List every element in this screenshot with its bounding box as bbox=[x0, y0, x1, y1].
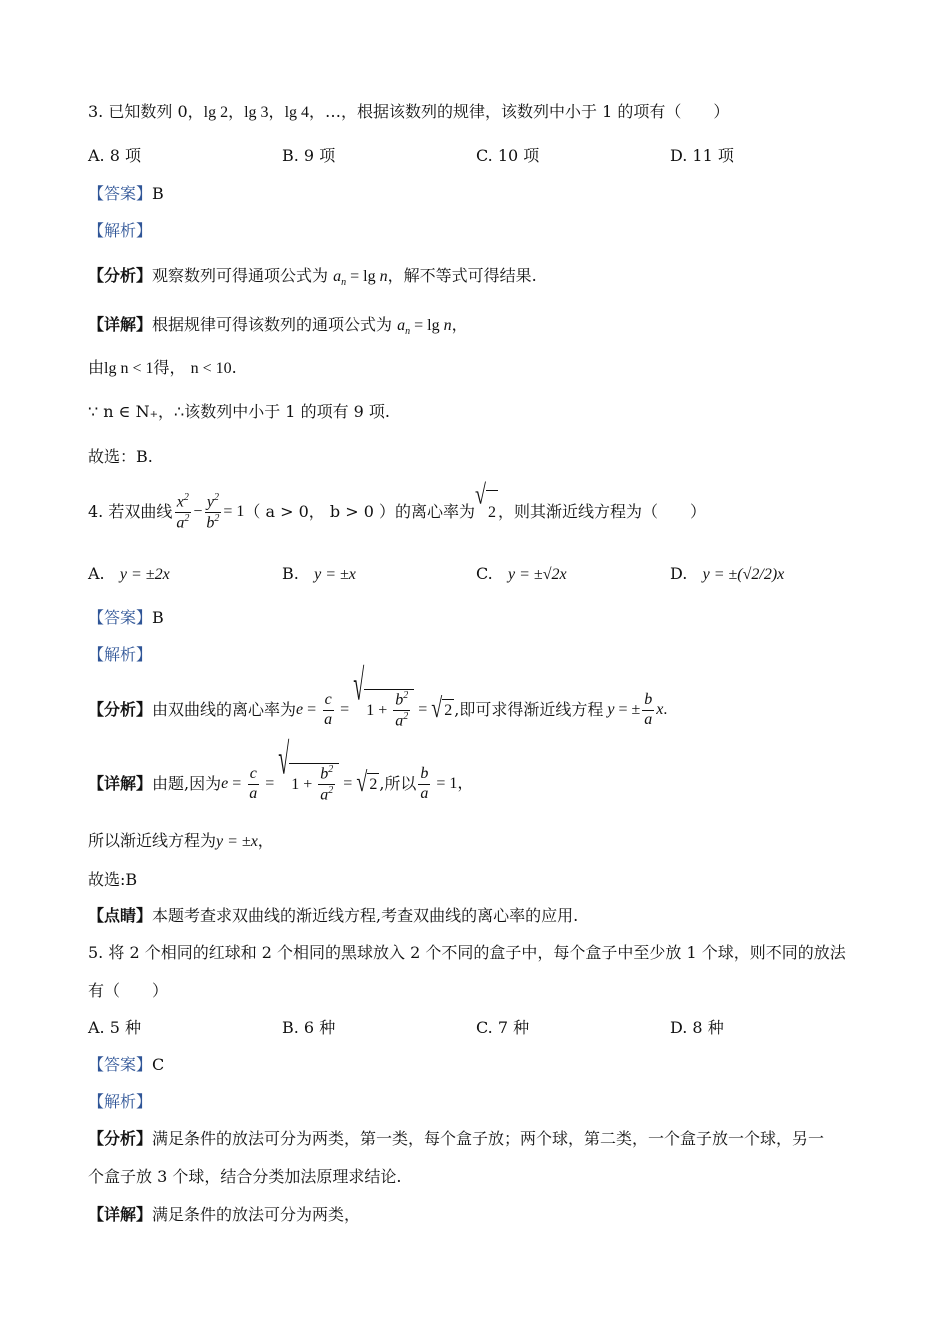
q3-analysis-tag: 【解析】 bbox=[88, 221, 153, 240]
q4-fenxi-text-b: ,即可求得渐近线方程 bbox=[454, 700, 604, 719]
q3-option-b: B. 9 项 bbox=[282, 146, 336, 165]
q3-line3-c: n < 10 bbox=[190, 360, 232, 377]
q3-fenxi-text-a: 观察数列可得通项公式为 bbox=[152, 266, 329, 285]
q5-fenxi-text-1: 满足条件的放法可分为两类，第一类，每个盒子放；两个球，第二类，一个盒子放一个球，另一 bbox=[152, 1129, 825, 1148]
q4-option-b-label: B. bbox=[282, 564, 299, 583]
q5-answer bbox=[88, 1054, 164, 1076]
q4-fenxi: 【分析】 由双曲线的离心率为 e = $\frac{c}{a}$ = √ 1 + $\frac{b^2}{a^2}$ = √ 2 ,即可求得渐近线方程 y = ± $\frac{b}{a}$ x . bbox=[88, 662, 668, 730]
q3-xiangjie-formula-a: a bbox=[397, 317, 406, 334]
q4-option-c-math: y = ±√2x bbox=[508, 566, 567, 583]
q3-fenxi-text-b: ，解不等式可得结果. bbox=[387, 266, 537, 285]
q4-asym-eq: y = ±x bbox=[216, 833, 258, 850]
q3-answer-value: B bbox=[152, 184, 164, 203]
q3-conclusion: 故选：B. bbox=[88, 447, 153, 466]
q4-xiangjie-tag: 【详解】 bbox=[88, 774, 153, 793]
q4-dianjing-tag: 【点睛】 bbox=[88, 906, 153, 925]
q5-stem-line1: 5. 将 2 个相同的红球和 2 个相同的黑球放入 2 个不同的盒子中，每个盒子中至少放 1 个球，则不同的放法 bbox=[88, 943, 846, 962]
q3-xiangjie-formula-n: n bbox=[443, 317, 452, 334]
q3-xiangjie-formula-eq: = lg bbox=[410, 317, 444, 334]
q4-option-b bbox=[282, 563, 356, 586]
q3-line3-b: 得， bbox=[153, 358, 186, 377]
q4-option-a-label: A. bbox=[88, 564, 105, 583]
q4-xiangjie-text-b: ,所以 bbox=[379, 774, 417, 793]
q5-option-b: B. 6 种 bbox=[282, 1018, 336, 1037]
q4-option-c bbox=[476, 563, 567, 586]
q3-stem: 3. 已知数列 0，lg 2，lg 3，lg 4，…，根据该数列的规律，该数列中小于 1 的项有（ ） bbox=[88, 102, 730, 121]
q4-conclusion: 故选:B bbox=[88, 870, 138, 889]
q3-xiangjie: 【详解】根据规律可得该数列的通项公式为 $a_n = \lg n$， bbox=[88, 315, 468, 338]
q4-answer-value: B bbox=[152, 608, 164, 627]
q3-line3 bbox=[88, 357, 237, 380]
q4-xiangjie: 【详解】 由题,因为 e = $\frac{c}{a}$ = √ 1 + $\frac{b^2}{a^2}$ = √ 2 ,所以 $\frac{b}{a}$ = 1， bbox=[88, 736, 474, 804]
q3-lg3: lg 3 bbox=[244, 104, 269, 121]
q4-answer-tag: 【答案】 bbox=[88, 608, 153, 627]
q3-option-a: A. 8 项 bbox=[88, 146, 141, 165]
q4-analysis-tag: 【解析】 bbox=[88, 645, 153, 664]
q4-option-a-math: y = ±2x bbox=[119, 566, 170, 583]
q5-option-d: D. 8 种 bbox=[670, 1018, 724, 1037]
q3-line3-ineq: lg n < 1 bbox=[104, 360, 154, 377]
q3-lg2: lg 2 bbox=[203, 104, 229, 121]
q3-option-d: D. 11 项 bbox=[670, 146, 734, 165]
q5-answer-tag: 【答案】 bbox=[88, 1055, 153, 1074]
q4-option-c-label: C. bbox=[476, 564, 493, 583]
q5-option-a: A. 5 种 bbox=[88, 1018, 141, 1037]
q3-fenxi-formula-n: n bbox=[379, 268, 388, 285]
q5-option-c: C. 7 种 bbox=[476, 1018, 530, 1037]
q3-answer bbox=[88, 183, 164, 205]
q4-fenxi-sqrt: √ 1 + $\frac{b^2}{a^2}$ bbox=[353, 689, 414, 730]
q4-frac-y: $\frac{y^2}{b^2}$ bbox=[206, 491, 220, 531]
q4-frac-x: $\frac{x^2}{a^2}$ bbox=[176, 491, 190, 531]
q4-stem: 4. 若双曲线 $\frac{x^2}{a^2}$ − $\frac{y^2}{b^2}$ = 1 （ a > 0， b > 0 ）的离心率为 √ 2 ，则其渐近线方程为（ ） bbox=[88, 490, 706, 534]
q3-lg4: lg 4 bbox=[284, 104, 310, 121]
q4-option-d bbox=[670, 563, 784, 586]
q3-fenxi-tag: 【分析】 bbox=[88, 266, 153, 285]
q3-xiangjie-text: 根据规律可得该数列的通项公式为 bbox=[152, 315, 393, 334]
q3-line3-d: . bbox=[231, 358, 237, 377]
q4-sqrt2: √ 2 bbox=[475, 490, 498, 535]
q5-stem-line2: 有（ ） bbox=[88, 981, 169, 1000]
q4-asym-text: 所以渐近线方程为 bbox=[88, 831, 217, 850]
q4-fenxi-text-a: 由双曲线的离心率为 bbox=[152, 700, 297, 719]
q3-stem-text-b: ，…，根据该数列的规律，该数列中小于 1 的项有（ ） bbox=[309, 102, 730, 121]
q4-stem-text-a: 4. 若双曲线 bbox=[88, 502, 173, 521]
q3-answer-tag: 【答案】 bbox=[88, 184, 153, 203]
q4-xiangjie-text-a: 由题,因为 bbox=[152, 774, 222, 793]
q4-option-d-math: y = ±(√2/2)x bbox=[702, 566, 785, 583]
q3-xiangjie-formula-sub: n bbox=[405, 326, 411, 338]
q5-xiangjie-tag: 【详解】 bbox=[88, 1205, 153, 1224]
q3-fenxi-formula-a: a bbox=[333, 268, 342, 285]
q3-fenxi-formula-sub: n bbox=[341, 277, 347, 289]
q4-option-b-math: y = ±x bbox=[314, 566, 356, 583]
q5-fenxi-line2: 个盒子放 3 个球，结合分类加法原理求结论. bbox=[88, 1167, 402, 1186]
q4-answer bbox=[88, 607, 164, 629]
q4-fenxi-tag: 【分析】 bbox=[88, 700, 153, 719]
q4-xiangjie-sqrt: √ 1 + $\frac{b^2}{a^2}$ bbox=[278, 763, 339, 804]
q4-dianjing bbox=[88, 905, 578, 927]
q5-xiangjie bbox=[88, 1204, 360, 1226]
q4-stem-cond: （ a > 0， b > 0 ）的离心率为 bbox=[244, 502, 475, 521]
q3-line4: ∵ n ∈ N₊，∴该数列中小于 1 的项有 9 项. bbox=[88, 402, 391, 421]
q4-option-d-label: D. bbox=[670, 564, 688, 583]
q4-stem-text-b: ，则其渐近线方程为（ ） bbox=[497, 502, 706, 521]
q3-stem-text-a: 3. 已知数列 0， bbox=[88, 102, 204, 121]
q3-fenxi bbox=[88, 265, 537, 294]
q5-answer-value: C bbox=[152, 1055, 165, 1074]
q3-xiangjie-tag: 【详解】 bbox=[88, 315, 153, 334]
q3-option-c: C. 10 项 bbox=[476, 146, 540, 165]
q5-xiangjie-text: 满足条件的放法可分为两类， bbox=[152, 1205, 361, 1224]
q4-option-a bbox=[88, 563, 170, 586]
q4-dianjing-text: 本题考查求双曲线的渐近线方程,考查双曲线的离心率的应用. bbox=[152, 906, 579, 925]
q5-fenxi-line1 bbox=[88, 1128, 824, 1150]
q3-fenxi-formula-eq: = lg bbox=[346, 268, 380, 285]
q5-fenxi-tag: 【分析】 bbox=[88, 1129, 153, 1148]
q5-analysis-tag: 【解析】 bbox=[88, 1092, 153, 1111]
q4-asym-line: 所以渐近线方程为y = ±x， bbox=[88, 831, 274, 850]
q3-line3-a: 由 bbox=[88, 358, 105, 377]
